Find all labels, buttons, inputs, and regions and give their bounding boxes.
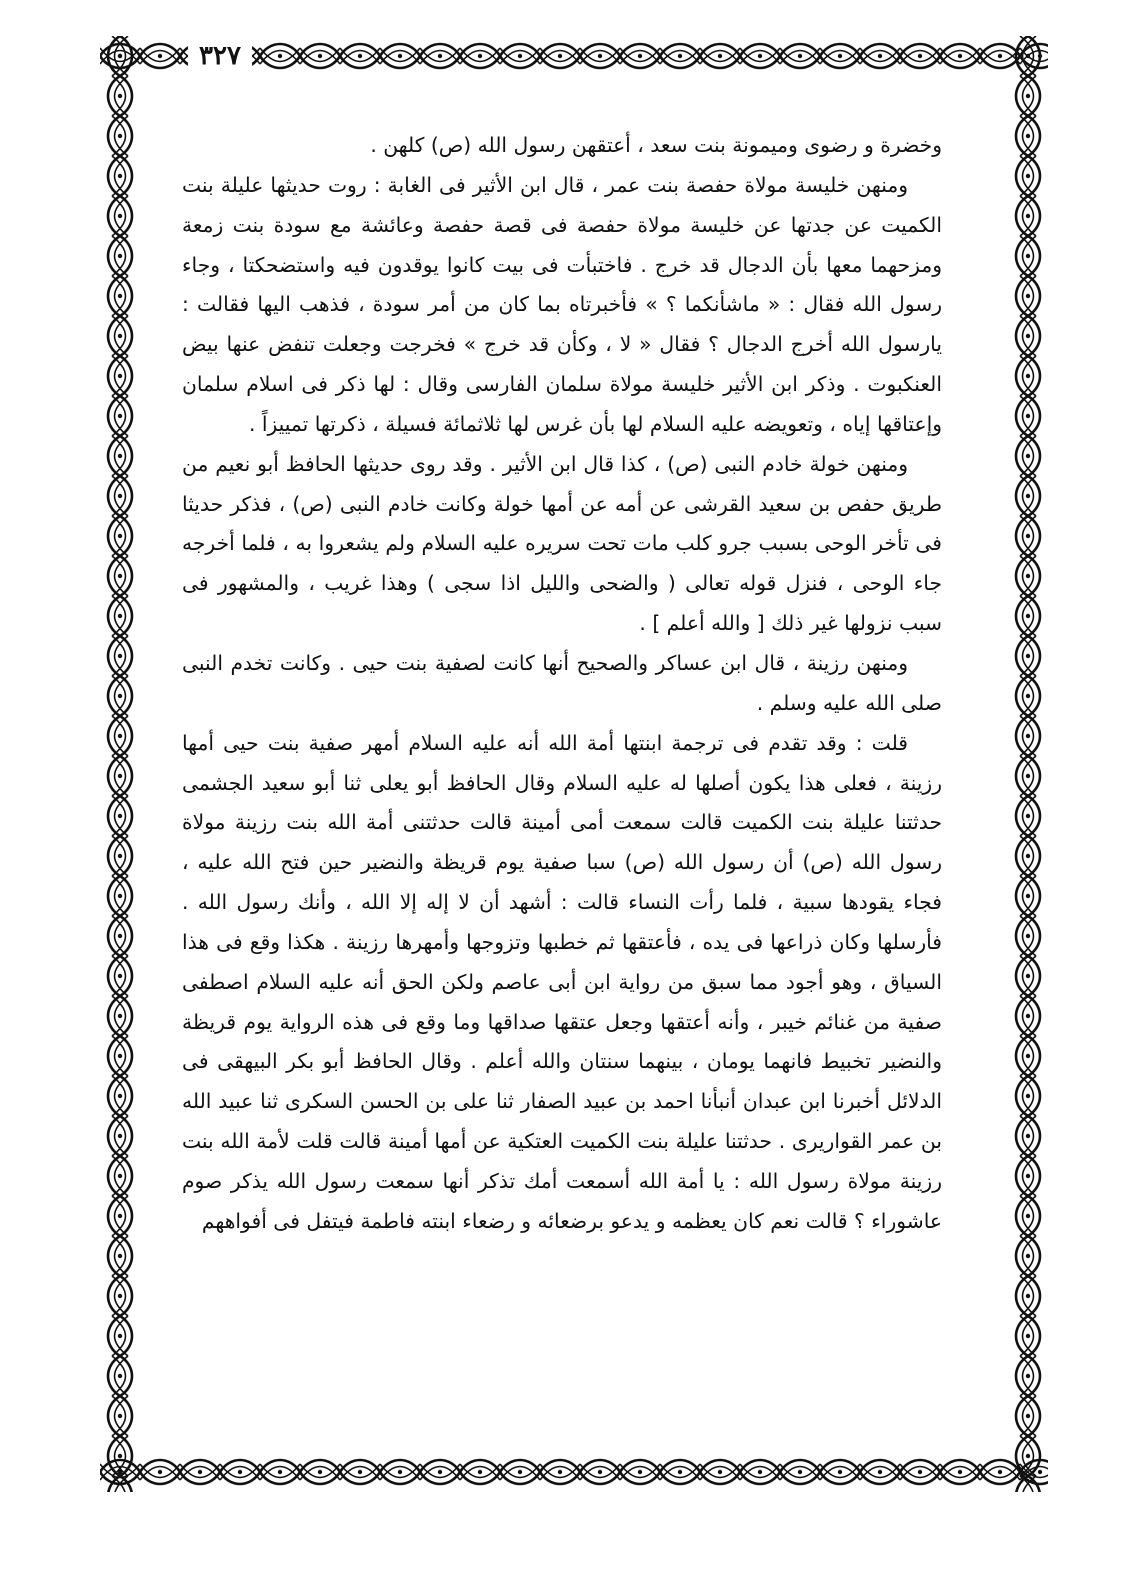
paragraph: ومنهن خولة خادم النبى (ص) ، كذا قال ابن الأثير . وقد روى حديثها الحافظ أبو نعيم من طريق حفص بن سعيد القرشى عن أمه عن أمها خولة وكانت خادم النبى (ص) ، فذكر حديثا فى تأخر الوحى بسبب جرو كلب مات تحت سريره عليه السلام ولم يشعروا به ، فلما أخرجه جاء الوحى ، فنزل قوله تعالى ( والضحى والليل اذا سجى ) وهذا غريب ، والمشهور فى سبب نزولها غير ذلك [ والله أعلم ] . — [182, 451, 942, 636]
page-number: ٣٢٧ — [188, 38, 252, 74]
paragraph: قلت : وقد تقدم فى ترجمة ابنتها أمة الله أنه عليه السلام أمهر صفية بنت حيى أمها رزينة ، فعلى هذا يكون أصلها له عليه السلام وقال الحافظ أبو يعلى ثنا أبو سعيد الجشمى حدثتنا عليلة بنت الكميت قالت سمعت أمى أمينة قالت حدثتنى أمة الله بنت رزينة مولاة رسول الله (ص) أن رسول الله (ص) سبا صفية يوم قريظة والنضير حين فتح الله عليه ، فجاء يقودها سبية ، فلما رأت النساء قالت : أشهد أن لا إله إلا الله ، وأنك رسول الله . فأرسلها وكان ذراعها فى يده ، فأعتقها ثم خطبها وتزوجها وأمهرها رزينة . هكذا وقع فى هذا السياق ، وهو أجود مما سبق من رواية ابن أبى عاصم ولكن الحق أنه عليه السلام اصطفى صفية من غنائم خيبر ، وأنه أعتقها وجعل عتقها صداقها وما وقع فى هذه الرواية يوم قريظة والنضير تخبيط فانهما يومان ، بينهما سنتان والله أعلم . وقال الحافظ أبو بكر البيهقى فى الدلائل أخبرنا ابن عبدان أنبأنا احمد بن عبيد الصفار ثنا على بن الحسن السكرى ثنا عبيد الله بن عمر القواريرى . حدثتنا عليلة بنت الكميت العتكية عن أمها أمينة قالت قلت لأمة الله بنت رزينة مولاة رسول الله : يا أمة الله أسمعت أمك تذكر أنها سمعت رسول الله يذكر صوم عاشوراء ؟ قالت نعم كان يعظمه و يدعو برضعائه و رضعاء ابنته فاطمة فيتفل فى أفواههم — [182, 730, 942, 1233]
paragraph: ومنهن خليسة مولاة حفصة بنت عمر ، قال ابن الأثير فى الغابة : روت حديثها عليلة بنت الكميت عن جدتها عن خليسة مولاة حفصة فى قصة حفصة وعائشة مع سودة بنت زمعة ومزحهما معها بأن الدجال قد خرج . فاختبأت فى بيت كانوا يوقدون فيه واستضحكتا ، وجاء رسول الله فقال : « ماشأنكما ؟ » فأخبرتاه بما كان من أمر سودة ، فذهب اليها فقالت : يارسول الله أخرج الدجال ؟ فقال « لا ، وكأن قد خرج » فخرجت وجعلت تنفض عنها بيض العنكبوت . وذكر ابن الأثير خليسة مولاة سلمان الفارسى وقال : لها ذكر فى اسلام سلمان وإعتاقها إياه ، وتعويضه عليه السلام لها بأن غرس لها ثلاثمائة فسيلة ، ذكرتها تمييزاً . — [182, 172, 942, 436]
main-text — [182, 126, 942, 1486]
paragraph: ومنهن رزينة ، قال ابن عساكر والصحيح أنها كانت لصفية بنت حيى . وكانت تخدم النبى صلى الله عليه وسلم . — [182, 650, 942, 715]
paragraph: وخضرة و رضوى وميمونة بنت سعد ، أعتقهن رسول الله (ص) كلهن . — [370, 133, 942, 157]
